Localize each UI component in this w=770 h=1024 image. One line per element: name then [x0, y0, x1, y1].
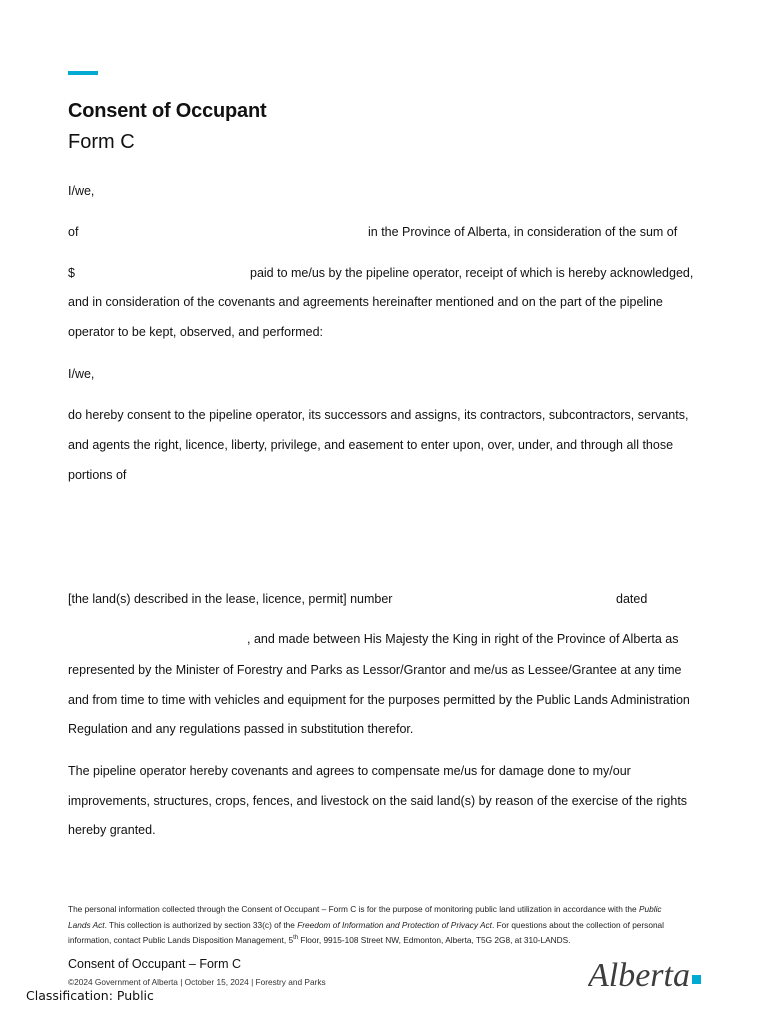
alberta-logo: [588, 952, 706, 999]
notice-act-name: Freedom of Information and Protection of Privacy Act: [297, 920, 492, 930]
occupant-name-field[interactable]: [100, 184, 690, 198]
land-description-field[interactable]: [68, 490, 698, 580]
between-line-4: Regulation and any regulations passed in substitution therefor.: [68, 722, 414, 736]
dated-label: dated: [616, 592, 648, 606]
notice-text: Floor, 9915-108 Street NW, Edmonton, Alberta, T5G 2G8, at 310-LANDS.: [298, 935, 571, 945]
privacy-notice-line-3: [68, 935, 570, 945]
notice-superscript: th: [293, 935, 299, 942]
of-label: of: [68, 225, 79, 239]
notice-text: . For questions about the collection of personal: [491, 920, 665, 930]
consent-line-3: portions of: [68, 468, 127, 482]
notice-text: The personal information collected through the Consent of Occupant – Form C is for the purpose of monitoring public land utilization in accordance with the: [68, 904, 639, 914]
accent-bar: [68, 71, 98, 75]
notice-text: . This collection is authorized by section 33(c) of the: [104, 920, 298, 930]
iwe-label-1: I/we,: [68, 184, 95, 198]
notice-act-name: Lands Act: [68, 920, 105, 930]
footer-meta: ©2024 Government of Alberta | October 15, 2024 | Forestry and Parks: [68, 977, 326, 987]
notice-text: information, contact Public Lands Disposition Management, 5: [68, 935, 294, 945]
between-text: , and made between His Majesty the King in right of the Province of Alberta as: [247, 632, 679, 646]
notice-act-name: Public: [638, 904, 662, 914]
date-field[interactable]: [68, 632, 244, 646]
alberta-logo-square: [692, 975, 701, 984]
alberta-wordmark: Alberta: [588, 957, 690, 994]
iwe-label-2: I/we,: [68, 367, 95, 381]
address-field[interactable]: [84, 225, 360, 239]
compensation-line-1: The pipeline operator hereby covenants and agrees to compensate me/us for damage done to my/our: [68, 764, 631, 778]
privacy-notice-line-2: [68, 920, 664, 930]
alberta-logo-icon: [588, 952, 706, 994]
disposition-number-field[interactable]: [400, 592, 605, 606]
between-line-2: represented by the Minister of Forestry and Parks as Lessor/Grantor and me/us as Lessee/Grantee at any time: [68, 663, 682, 677]
footer-form-title: Consent of Occupant – Form C: [68, 957, 241, 971]
between-line-3: and from time to time with vehicles and equipment for the purposes permitted by the Public Lands Administration: [68, 693, 690, 707]
covenant-line-1: and in consideration of the covenants and agreements hereinafter mentioned and on the part of the pipeline: [68, 295, 663, 309]
covenant-line-2: operator to be kept, observed, and performed:: [68, 325, 324, 339]
occupant-name-field-2[interactable]: [100, 367, 690, 381]
amount-field[interactable]: [82, 266, 242, 280]
consent-line-2: and agents the right, licence, liberty, privilege, and easement to enter upon, over, under, and through all those: [68, 438, 674, 452]
classification-label: Classification: Public: [26, 988, 154, 1003]
paid-text: paid to me/us by the pipeline operator, receipt of which is hereby acknowledged,: [250, 266, 694, 280]
compensation-line-2: improvements, structures, crops, fences, and livestock on the said land(s) by reason of the exercise of the rights: [68, 794, 688, 808]
privacy-notice-line-1: [68, 904, 662, 914]
page-title: Consent of Occupant: [68, 100, 267, 122]
compensation-line-3: hereby granted.: [68, 823, 156, 837]
province-text: in the Province of Alberta, in consideration of the sum of: [368, 225, 678, 239]
lands-label: [the land(s) described in the lease, licence, permit] number: [68, 592, 393, 606]
dollar-sign: $: [68, 266, 75, 280]
consent-line-1: do hereby consent to the pipeline operator, its successors and assigns, its contractors, subcontractors, servants,: [68, 408, 689, 422]
page-subtitle: Form C: [68, 131, 135, 153]
